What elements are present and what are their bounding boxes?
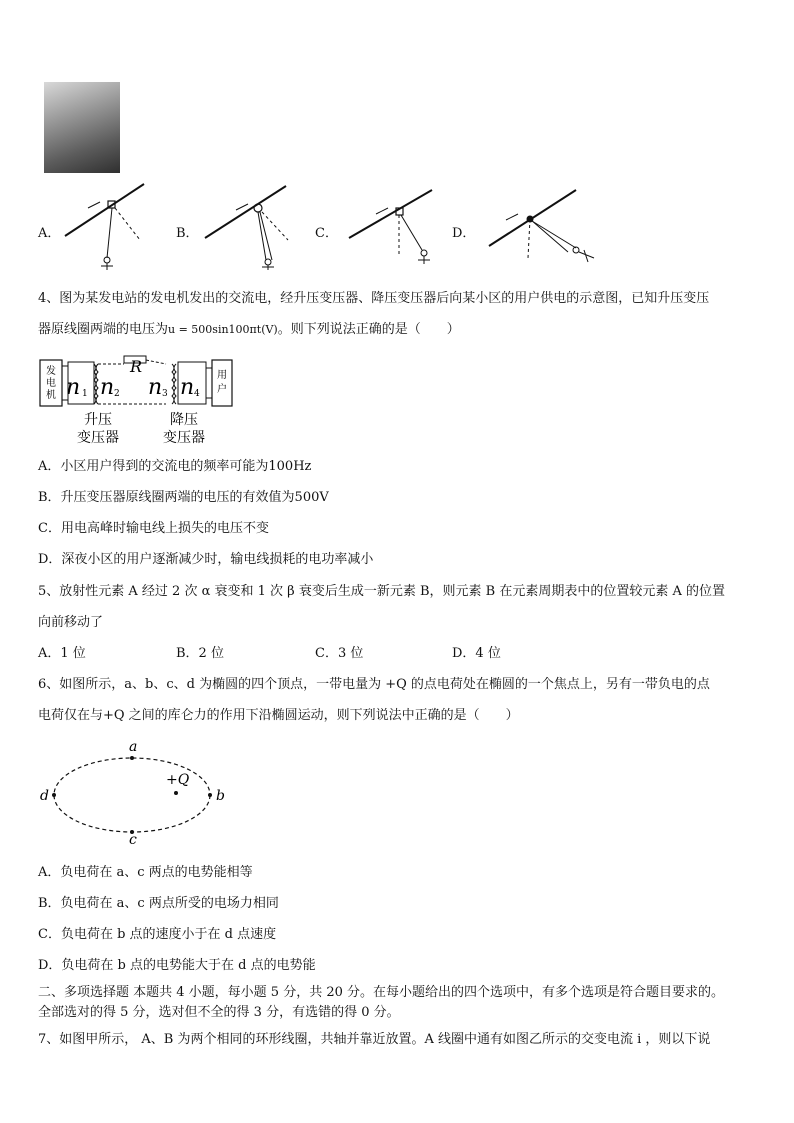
user-label-1: 用 bbox=[217, 370, 227, 381]
q6-option-a: A．负电荷在 a、c 两点的电势能相等 bbox=[38, 865, 253, 880]
q3-option-b-figure bbox=[200, 180, 300, 270]
point-a bbox=[130, 756, 134, 760]
step-down-label-1: 降压 bbox=[170, 412, 198, 428]
n3-subscript: 3 bbox=[162, 389, 168, 399]
q5-option-b: B．2 位 bbox=[176, 646, 224, 661]
label-c: c bbox=[129, 832, 137, 848]
q4-stem-line2a: 器原线圈两端的电压为 bbox=[38, 322, 169, 337]
q5-stem-line1: 5、放射性元素 A 经过 2 次 α 衰变和 1 次 β 衰变后生成一新元素 B，则元素 B 在元素周期表中的位置较元素 A 的位置 bbox=[38, 584, 725, 599]
q6-option-c: C．负电荷在 b 点的速度小于在 d 点速度 bbox=[38, 927, 277, 942]
q5-option-a: A．1 位 bbox=[38, 646, 86, 661]
q4-option-b: B．升压变压器原线圈两端的电压的有效值为500V bbox=[38, 490, 329, 505]
n1-label: n bbox=[66, 375, 81, 400]
q3-option-c-figure bbox=[344, 186, 444, 276]
q4-option-a: A．小区用户得到的交流电的频率可能为100Hz bbox=[38, 459, 312, 474]
q3-option-a-label: A． bbox=[38, 226, 61, 241]
step-up-label-2: 变压器 bbox=[77, 430, 119, 446]
q5-option-d: D．4 位 bbox=[452, 646, 501, 661]
user-label-2: 户 bbox=[217, 384, 227, 395]
n4-label: n bbox=[180, 375, 195, 400]
q4-stem-line2b: 。则下列说法正确的是（ ） bbox=[277, 322, 460, 337]
q4-stem-line1: 4、图为某发电站的发电机发出的交流电，经升压变压器、降压变压器后向某小区的用户供电的示意图，已知升压变压 bbox=[38, 291, 710, 306]
q3-option-b-label: B． bbox=[176, 226, 199, 241]
q4-voltage-formula: u = 500sin100πt(V) bbox=[168, 323, 278, 336]
q6-stem-line1: 6、如图所示，a、b、c、d 为椭圆的四个顶点，一带电量为 +Q 的点电荷处在椭圆的一个焦点上，另有一带负电的点 bbox=[38, 677, 710, 692]
q3-option-a-figure bbox=[60, 180, 160, 270]
point-d bbox=[52, 793, 56, 797]
resistor-r-label: R bbox=[130, 357, 143, 376]
generator-label-2: 电 bbox=[46, 378, 56, 389]
q7-stem-line1: 7、如图甲所示， A、B 为两个相同的环形线圈，共轴并靠近放置。A 线圈中通有如图乙所示的交变电流 i ，则以下说 bbox=[38, 1032, 711, 1047]
q6-ellipse-diagram bbox=[36, 738, 236, 848]
q3-option-d-figure bbox=[484, 184, 604, 274]
charge-point bbox=[174, 791, 178, 795]
label-d: d bbox=[40, 788, 49, 804]
q6-option-d: D．负电荷在 b 点的电势能大于在 d 点的电势能 bbox=[38, 958, 316, 973]
q6-option-b: B．负电荷在 a、c 两点所受的电场力相同 bbox=[38, 896, 279, 911]
section2-instructions-line2: 全部选对的得 5 分，选对但不全的得 3 分，有选错的得 0 分。 bbox=[38, 1005, 400, 1020]
generator-label-1: 发 bbox=[46, 366, 56, 377]
q6-stem-line2: 电荷仅在与+Q 之间的库仑力的作用下沿椭圆运动，则下列说法中正确的是（ ） bbox=[38, 708, 519, 723]
step-down-label-2: 变压器 bbox=[163, 430, 205, 446]
q4-transformer-diagram bbox=[38, 350, 238, 450]
n1-subscript: 1 bbox=[82, 389, 88, 399]
n2-label: n bbox=[100, 375, 115, 400]
n4-subscript: 4 bbox=[194, 389, 200, 399]
q5-stem-line2: 向前移动了 bbox=[38, 615, 104, 630]
q5-option-c: C．3 位 bbox=[315, 646, 364, 661]
n2-subscript: 2 bbox=[114, 389, 120, 399]
label-a: a bbox=[129, 739, 138, 755]
n3-label: n bbox=[148, 375, 163, 400]
point-b bbox=[208, 793, 212, 797]
label-charge: +Q bbox=[166, 772, 190, 788]
zipline-photo bbox=[44, 82, 120, 173]
q4-option-c: C．用电高峰时输电线上损失的电压不变 bbox=[38, 521, 269, 536]
section2-instructions-line1: 二、多项选择题 本题共 4 小题，每小题 5 分，共 20 分。在每小题给出的四个选项中，有多个选项是符合题目要求的。 bbox=[38, 985, 725, 1000]
step-up-label-1: 升压 bbox=[84, 412, 112, 428]
q4-stem-line2 bbox=[38, 322, 460, 338]
q3-option-d-label: D． bbox=[452, 226, 476, 241]
label-b: b bbox=[216, 788, 225, 804]
q3-option-c-label: C． bbox=[315, 226, 338, 241]
q4-option-d: D．深夜小区的用户逐渐减少时，输电线损耗的电功率减小 bbox=[38, 552, 374, 567]
generator-label-3: 机 bbox=[46, 390, 56, 401]
